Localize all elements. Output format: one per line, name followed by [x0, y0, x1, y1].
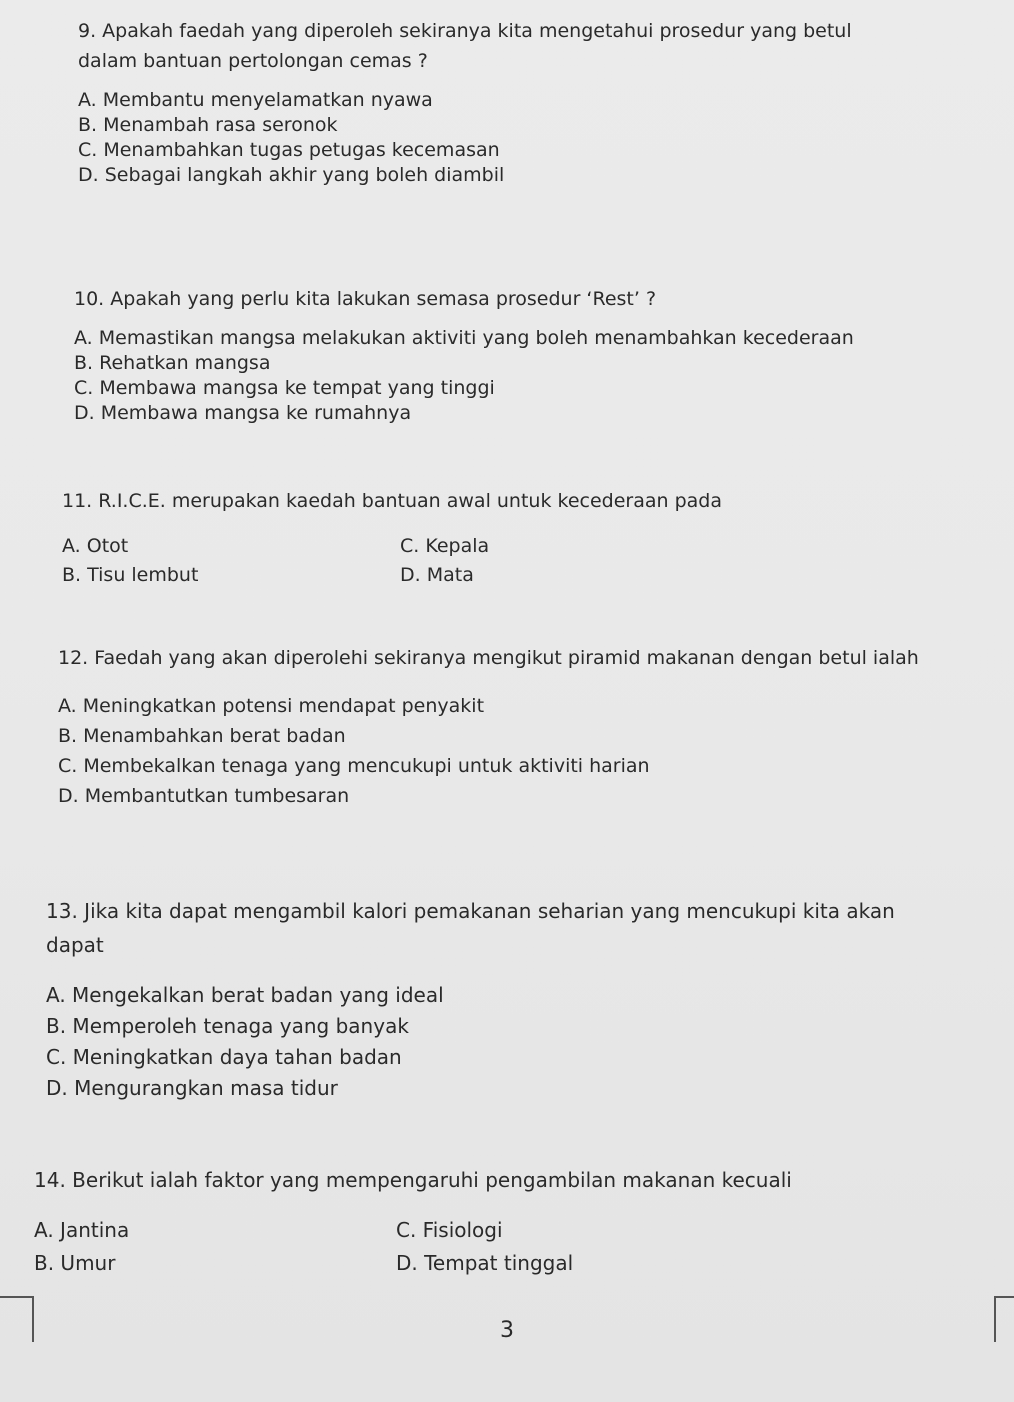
- option-c: C. Fisiologi: [396, 1218, 503, 1242]
- option-d: D. Mata: [400, 564, 474, 586]
- option-b: B. Umur: [34, 1251, 116, 1275]
- option-b: B. Menambahkan berat badan: [58, 725, 346, 747]
- question-stem: 9. Apakah faedah yang diperoleh sekiranya kita mengetahui prosedur yang betul dalam bantuan pertolongan cemas ?: [78, 20, 852, 72]
- question-14: [34, 1163, 954, 1279]
- option-a: A. Mengekalkan berat badan yang ideal: [46, 983, 444, 1007]
- option-b: B. Rehatkan mangsa: [74, 352, 271, 374]
- option-a: A. Memastikan mangsa melakukan aktiviti yang boleh menambahkan kecederaan: [74, 327, 854, 349]
- page-number: 3: [500, 1318, 514, 1343]
- option-d: D. Membantutkan tumbesaran: [58, 785, 350, 807]
- question-11: [62, 486, 962, 588]
- question-13: [46, 894, 946, 1104]
- option-a: A. Membantu menyelamatkan nyawa: [78, 89, 433, 111]
- option-c: C. Membawa mangsa ke tempat yang tinggi: [74, 377, 495, 399]
- option-b: B. Menambah rasa seronok: [78, 114, 338, 136]
- option-b: B. Memperoleh tenaga yang banyak: [46, 1014, 409, 1038]
- question-stem: 12. Faedah yang akan diperolehi sekiranya mengikut piramid makanan dengan betul ialah: [58, 647, 919, 669]
- question-stem: 13. Jika kita dapat mengambil kalori pemakanan seharian yang mencukupi kita akan dapat: [46, 899, 895, 957]
- option-d: D. Sebagai langkah akhir yang boleh diambil: [78, 164, 505, 186]
- option-b: B. Tisu lembut: [62, 564, 199, 586]
- question-9: [78, 16, 898, 188]
- option-c: C. Menambahkan tugas petugas kecemasan: [78, 139, 500, 161]
- option-a: A. Otot: [62, 535, 129, 557]
- option-c: C. Kepala: [400, 535, 490, 557]
- page-border-right-corner: [994, 1296, 1014, 1342]
- page-border-left-corner: [0, 1296, 34, 1342]
- question-stem: 14. Berikut ialah faktor yang mempengaruhi pengambilan makanan kecuali: [34, 1168, 792, 1192]
- option-c: C. Meningkatkan daya tahan badan: [46, 1045, 402, 1069]
- option-d: D. Mengurangkan masa tidur: [46, 1076, 338, 1100]
- question-stem: 10. Apakah yang perlu kita lakukan semasa prosedur ‘Rest’ ?: [74, 288, 657, 310]
- option-d: D. Membawa mangsa ke rumahnya: [74, 402, 412, 424]
- option-c: C. Membekalkan tenaga yang mencukupi untuk aktiviti harian: [58, 755, 650, 777]
- option-a: A. Meningkatkan potensi mendapat penyakit: [58, 695, 485, 717]
- question-stem: 11. R.I.C.E. merupakan kaedah bantuan awal untuk kecederaan pada: [62, 490, 722, 512]
- question-10: [74, 284, 954, 426]
- option-a: A. Jantina: [34, 1218, 130, 1242]
- option-d: D. Tempat tinggal: [396, 1251, 574, 1275]
- question-12: [58, 641, 958, 811]
